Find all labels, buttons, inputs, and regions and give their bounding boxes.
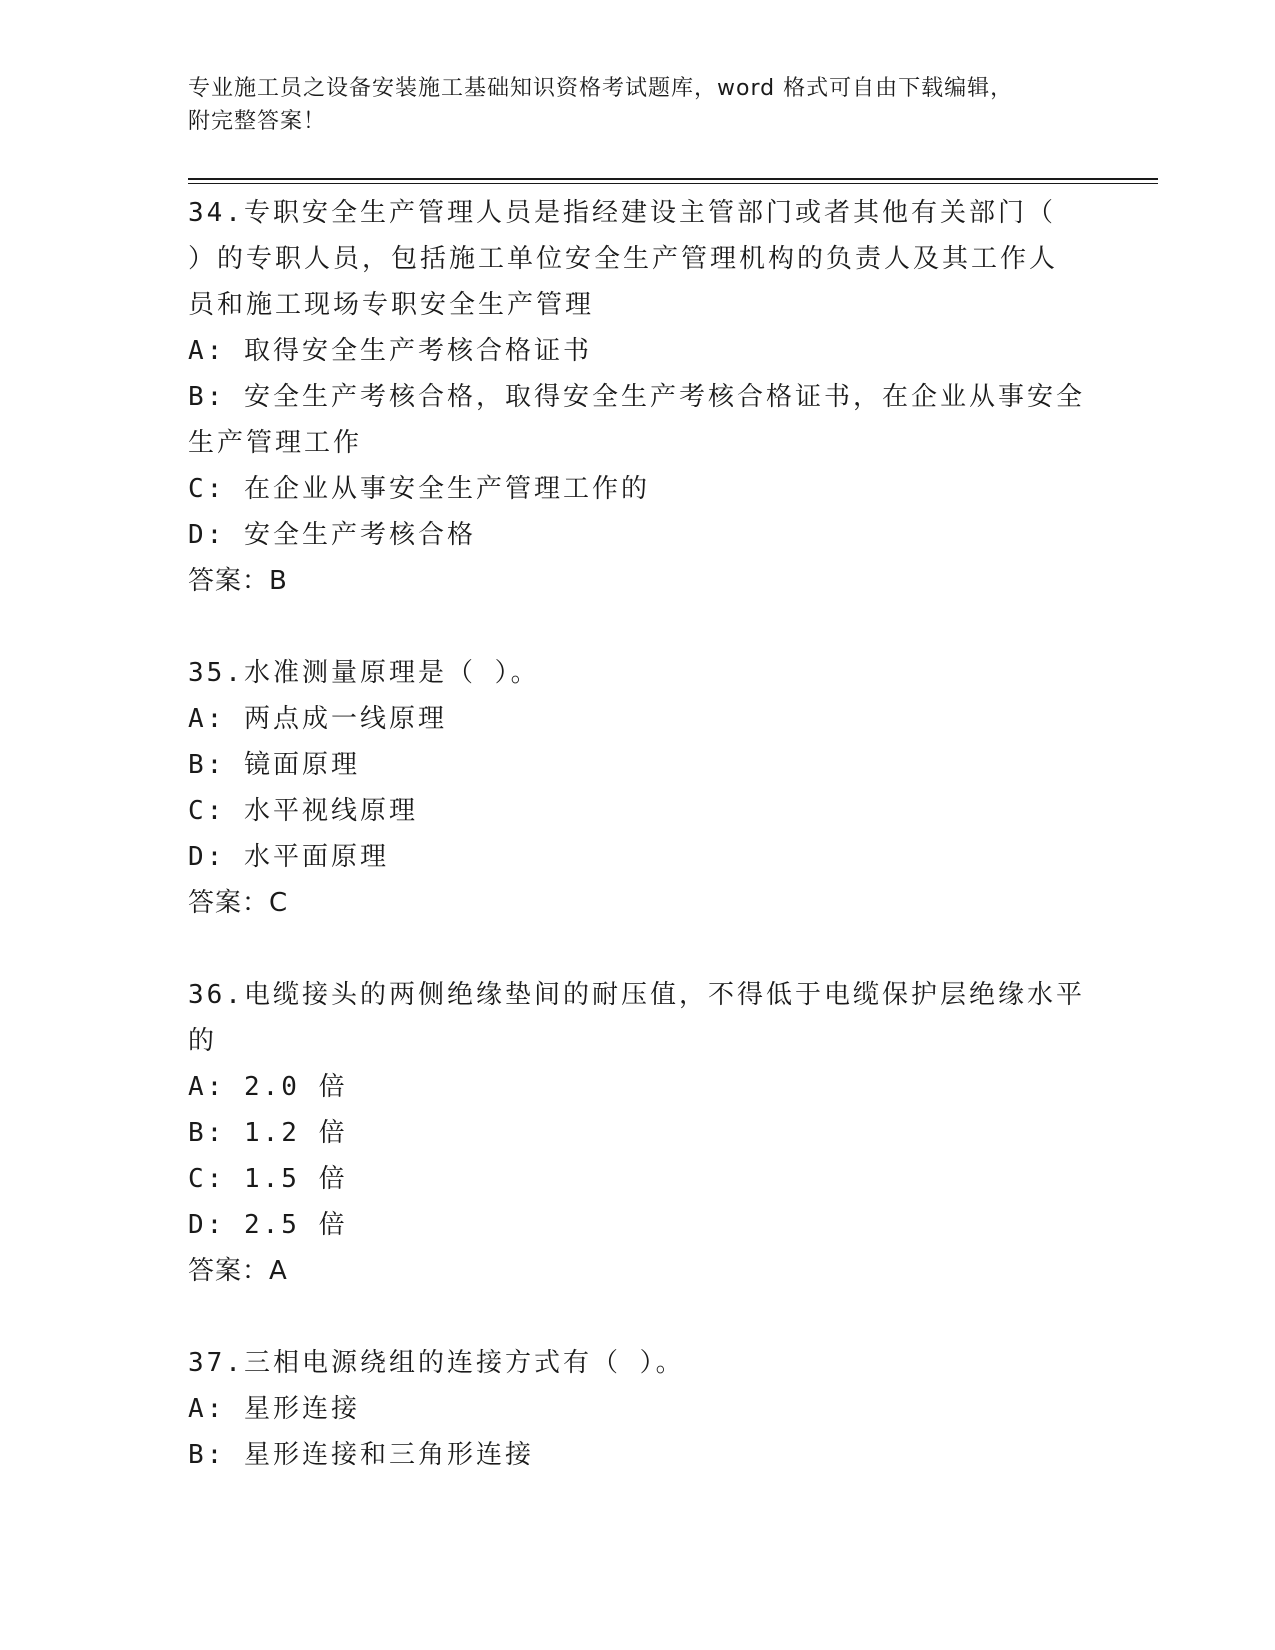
answer-line: 答案：B — [188, 566, 288, 596]
option-d: D: 安全生产考核合格 — [188, 520, 476, 550]
question-37 — [188, 1340, 1088, 1478]
question-stem-line: 34.专职安全生产管理人员是指经建设主管部门或者其他有关部门（ — [188, 198, 1056, 228]
option-b: B: 镜面原理 — [188, 750, 360, 780]
option-a: A: 两点成一线原理 — [188, 704, 447, 734]
document-header — [188, 72, 1068, 138]
question-stem-line: 37.三相电源绕组的连接方式有（ ）。 — [188, 1348, 685, 1378]
option-a: A: 星形连接 — [188, 1394, 360, 1424]
header-line-2: 附完整答案！ — [188, 109, 327, 134]
question-34 — [188, 190, 1088, 604]
option-c: C: 在企业从事安全生产管理工作的 — [188, 474, 650, 504]
question-stem-line: 员和施工现场专职安全生产管理 — [188, 290, 595, 320]
option-c: C: 水平视线原理 — [188, 796, 418, 826]
header-divider-thick — [188, 178, 1158, 180]
option-b: B: 1.2 倍 — [188, 1118, 348, 1148]
option-d: D: 2.5 倍 — [188, 1210, 348, 1240]
option-b-continued: 生产管理工作 — [188, 428, 363, 458]
answer-line: 答案：C — [188, 888, 289, 918]
header-divider-thin — [188, 183, 1158, 184]
option-b: B: 安全生产考核合格，取得安全生产考核合格证书，在企业从事安全 — [188, 382, 1085, 412]
question-stem-line: 35.水准测量原理是（ ）。 — [188, 658, 540, 688]
option-d: D: 水平面原理 — [188, 842, 389, 872]
option-a: A: 2.0 倍 — [188, 1072, 348, 1102]
question-35 — [188, 650, 1088, 926]
option-a: A: 取得安全生产考核合格证书 — [188, 336, 592, 366]
question-stem-line: ）的专职人员，包括施工单位安全生产管理机构的负责人及其工作人 — [188, 244, 1059, 274]
option-b: B: 星形连接和三角形连接 — [188, 1440, 534, 1470]
option-c: C: 1.5 倍 — [188, 1164, 348, 1194]
answer-line: 答案：A — [188, 1256, 288, 1286]
question-stem-line: 36.电缆接头的两侧绝缘垫间的耐压值，不得低于电缆保护层绝缘水平 — [188, 980, 1085, 1010]
question-stem-line: 的 — [188, 1026, 218, 1056]
question-list — [188, 190, 1088, 1524]
question-36 — [188, 972, 1088, 1294]
header-line-1: 专业施工员之设备安装施工基础知识资格考试题库，word 格式可自由下载编辑， — [188, 76, 1014, 101]
